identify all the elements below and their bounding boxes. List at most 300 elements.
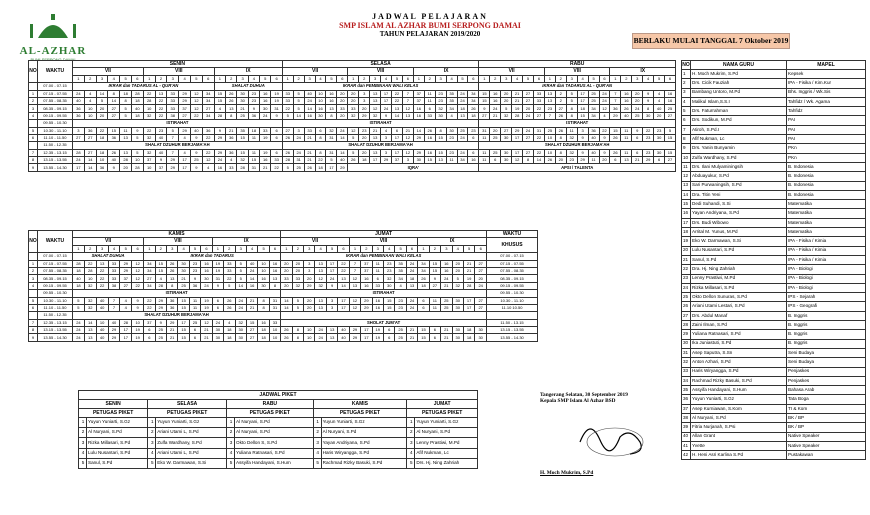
- special-time: 11.50 - 13.15: [487, 319, 538, 326]
- teacher-code: 18: [96, 134, 108, 141]
- teacher-code: 13: [155, 90, 167, 97]
- teacher-name: Rizka Millasari, S.Pd: [691, 283, 787, 292]
- teacher-code: 16: [201, 267, 212, 274]
- teacher-code: 4: [155, 275, 166, 282]
- teacher-subject: B. Indonesia: [787, 162, 866, 171]
- section-number: 3: [96, 75, 108, 82]
- teacher-code: 20: [359, 105, 370, 112]
- teacher-code: 32: [84, 297, 96, 304]
- teacher-code: 23: [544, 105, 555, 112]
- teacher-code: 6: [468, 149, 479, 156]
- teacher-code: 15: [479, 90, 490, 97]
- teacher-code: 3: [73, 127, 85, 134]
- teacher-no: 4: [682, 97, 691, 106]
- period-no: [29, 290, 38, 297]
- teacher-code: 34: [144, 260, 155, 267]
- teacher-code: 34: [457, 157, 468, 164]
- teacher-subject: PAI: [787, 135, 866, 144]
- teacher-code: 20: [337, 97, 348, 104]
- teacher-code: 40: [155, 149, 167, 156]
- duty-subheader: PETUGAS PIKET: [407, 409, 478, 418]
- teacher-code: 28: [131, 90, 143, 97]
- teacher-code: 16: [315, 105, 326, 112]
- period-no: 2: [29, 97, 38, 104]
- teacher-code: 12: [190, 90, 202, 97]
- teacher-code: 35: [395, 267, 406, 274]
- teacher-code: 15: [418, 334, 429, 341]
- teacher-no: 16: [682, 209, 691, 218]
- teacher-code: 40: [588, 134, 599, 141]
- teacher-code: 33: [281, 275, 292, 282]
- period-time: 08.35 - 09.15: [38, 275, 73, 282]
- teacher-row: [682, 432, 866, 441]
- teacher-code: 24: [599, 97, 610, 104]
- section-number: 1: [73, 75, 85, 82]
- teacher-code: 27: [533, 112, 544, 119]
- teacher-code: 8: [643, 105, 654, 112]
- teacher-code: 19: [201, 304, 212, 311]
- teacher-code: 22: [143, 127, 155, 134]
- teacher-code: 20: [292, 260, 303, 267]
- duty-officer: Yuyun Yuniarti, S.Gz: [415, 418, 478, 428]
- teacher-code: 36: [96, 164, 108, 171]
- teacher-code: 30: [475, 327, 487, 334]
- duty-no: 3: [227, 438, 235, 448]
- teacher-name: Drs. Budi Wibowo: [691, 218, 787, 227]
- section-number: 6: [202, 75, 214, 82]
- teacher-code: 21: [178, 275, 189, 282]
- teacher-code: 5: [120, 112, 132, 119]
- teacher-code: 19: [372, 334, 383, 341]
- teacher-code: 5: [665, 127, 676, 134]
- teacher-row: [682, 79, 866, 88]
- handwritten-signature-icon: [560, 412, 660, 467]
- teacher-code: 10: [315, 90, 326, 97]
- teacher-row: [682, 181, 866, 190]
- teacher-code: 40: [73, 97, 85, 104]
- section-number: 5: [189, 245, 200, 252]
- teacher-code: 3: [577, 127, 588, 134]
- school-logo: [18, 10, 88, 62]
- teacher-code: 10: [84, 112, 96, 119]
- teacher-code: 8: [523, 157, 534, 164]
- teacher-code: 5: [293, 97, 304, 104]
- teacher-code: 32: [452, 282, 463, 289]
- special-time: [487, 312, 538, 319]
- section-number: 6: [338, 245, 349, 252]
- teacher-no: 13: [682, 181, 691, 190]
- teacher-code: 26: [424, 127, 435, 134]
- teacher-name: Lulu Nusantari, S.Pd: [691, 246, 787, 255]
- teacher-code: 27: [84, 149, 96, 156]
- teacher-code: 8: [292, 327, 303, 334]
- teacher-code: 12: [402, 105, 413, 112]
- teacher-code: 16: [468, 157, 479, 164]
- teacher-code: 35: [446, 90, 457, 97]
- period-time: 09.15 - 09.55: [38, 112, 73, 119]
- teacher-code: 21: [201, 334, 212, 341]
- teacher-name: Yuyun Yuniarti, S.Gz: [691, 395, 787, 404]
- class-header: VII: [282, 68, 348, 75]
- duty-no: 3: [148, 438, 156, 448]
- special-time: 09.55 - 10.30: [487, 290, 538, 297]
- section-number: 1: [479, 75, 490, 82]
- teacher-code: 33: [226, 164, 237, 171]
- teacher-subject: Matematika: [787, 218, 866, 227]
- teacher-no: 15: [682, 200, 691, 209]
- teacher-subject: B. Indonesia: [787, 190, 866, 199]
- teacher-code: 26: [621, 105, 632, 112]
- teacher-code: 10: [96, 319, 108, 326]
- teacher-code: 4: [226, 157, 237, 164]
- teacher-code: 10: [131, 157, 143, 164]
- teacher-no: 9: [682, 144, 691, 153]
- teacher-code: 3: [381, 149, 392, 156]
- teacher-code: 20: [281, 282, 292, 289]
- section-number: 6: [475, 245, 487, 252]
- teacher-code: 40: [338, 327, 349, 334]
- teacher-code: 14: [533, 157, 544, 164]
- teacher-code: 34: [144, 282, 155, 289]
- section-number: 2: [621, 75, 632, 82]
- special-time: 08.35 - 09.15: [487, 275, 538, 282]
- teacher-code: 17: [381, 90, 392, 97]
- duty-no: 2: [227, 428, 235, 438]
- teacher-code: 16: [665, 97, 676, 104]
- duty-officer: Haris Wiryangga, S.Pd: [321, 448, 407, 458]
- teacher-code: 29: [120, 267, 132, 274]
- teacher-code: 17: [338, 297, 349, 304]
- teacher-code: 29: [179, 90, 191, 97]
- teacher-row: [682, 283, 866, 292]
- section-number: 3: [235, 245, 246, 252]
- teacher-code: 33: [304, 127, 315, 134]
- teacher-code: 5: [293, 105, 304, 112]
- teacher-no: 40: [682, 432, 691, 441]
- special-slot: IKRAR dan PEMBINAAN WALI KELAS: [282, 83, 479, 90]
- teacher-code: 14: [281, 304, 292, 311]
- teacher-code: 40: [155, 134, 167, 141]
- section-number: 3: [441, 245, 452, 252]
- teacher-code: 13: [621, 157, 632, 164]
- special-slot: SHALAT DUHUA: [214, 83, 282, 90]
- teacher-code: 24: [201, 282, 212, 289]
- teacher-code: 28: [463, 282, 474, 289]
- teacher-code: 29: [108, 334, 120, 341]
- teacher-code: 16: [441, 267, 452, 274]
- teacher-code: 23: [395, 304, 406, 311]
- teacher-code: 30: [452, 334, 463, 341]
- teacher-code: 33: [533, 90, 544, 97]
- teacher-code: 16: [304, 112, 315, 119]
- section-number: 2: [293, 75, 304, 82]
- teacher-row: [682, 265, 866, 274]
- day-header: JUMAT: [281, 231, 487, 238]
- teacher-code: 18: [120, 90, 132, 97]
- duty-no: 1: [227, 418, 235, 428]
- teacher-code: 16: [490, 97, 501, 104]
- teacher-no: 7: [682, 125, 691, 134]
- section-number: 6: [402, 75, 413, 82]
- teacher-code: 37: [361, 260, 372, 267]
- teacher-code: 35: [237, 127, 248, 134]
- teacher-code: 5: [566, 97, 577, 104]
- teacher-code: 6: [654, 157, 665, 164]
- teacher-code: 29: [179, 127, 191, 134]
- teacher-code: 16: [326, 97, 337, 104]
- teacher-code: 4: [381, 127, 392, 134]
- teacher-code: 36: [84, 127, 96, 134]
- section-number: 2: [84, 245, 96, 252]
- teacher-code: 21: [201, 327, 212, 334]
- duty-officer: Assyifa Handayani, S.Hum: [235, 458, 314, 468]
- teacher-code: 29: [577, 157, 588, 164]
- teacher-code: 23: [446, 134, 457, 141]
- teacher-code: 14: [235, 282, 246, 289]
- teacher-code: 6: [383, 327, 394, 334]
- teacher-code: 11: [588, 157, 599, 164]
- teacher-code: 14: [84, 157, 96, 164]
- teacher-code: 13: [96, 260, 108, 267]
- teacher-code: 34: [395, 275, 406, 282]
- teacher-code: 33: [348, 105, 359, 112]
- teacher-code: 14: [293, 112, 304, 119]
- class-header: IX: [212, 238, 281, 245]
- teacher-code: 40: [621, 112, 632, 119]
- teacher-row: [682, 413, 866, 422]
- teacher-code: 9: [326, 282, 337, 289]
- teacher-code: 33: [167, 90, 179, 97]
- period-time: 07.15 - 07.55: [38, 260, 73, 267]
- teacher-code: 9: [190, 134, 202, 141]
- teacher-code: 16: [260, 157, 271, 164]
- teacher-code: 20: [281, 260, 292, 267]
- teacher-subject: Matematika: [787, 228, 866, 237]
- teacher-code: 15: [479, 97, 490, 104]
- teacher-name: Assyifa Handayani, S.Hum: [691, 386, 787, 395]
- teacher-code: 23: [435, 97, 446, 104]
- teacher-code: 10: [84, 105, 96, 112]
- special-slot: IKRAR dan TADARUS AL - QUR'AN: [73, 83, 215, 90]
- teacher-code: 9: [643, 97, 654, 104]
- teacher-code: 9: [212, 282, 223, 289]
- teacher-code: 30: [212, 327, 223, 334]
- period-no: [29, 142, 38, 149]
- teacher-code: 36: [73, 112, 85, 119]
- teacher-name: Atiroh, S.Pd.I: [691, 125, 787, 134]
- section-number: 1: [281, 245, 292, 252]
- teacher-row: [682, 116, 866, 125]
- section-number: 3: [566, 75, 577, 82]
- teacher-code: 30: [212, 334, 223, 341]
- section-number: 1: [544, 75, 555, 82]
- teacher-code: 19: [132, 327, 144, 334]
- teacher-name: Bambang Untoro, M.Pd: [691, 88, 787, 97]
- teacher-code: 22: [338, 260, 349, 267]
- teacher-code: 4: [654, 90, 665, 97]
- section-number: 3: [370, 75, 381, 82]
- waktu-header: WAKTU: [38, 61, 73, 83]
- teacher-subject: Tata Boga: [787, 395, 866, 404]
- teacher-code: 21: [406, 334, 417, 341]
- teacher-code: 27: [523, 97, 534, 104]
- teacher-code: 17: [326, 260, 337, 267]
- teacher-code: 13: [370, 97, 381, 104]
- duty-no: 2: [407, 428, 415, 438]
- academic-year: TAHUN PELAJARAN 2019/2020: [379, 30, 481, 38]
- section-number: 3: [166, 245, 177, 252]
- teacher-code: 22: [338, 267, 349, 274]
- teacher-code: 20: [501, 90, 512, 97]
- teacher-code: 25: [457, 127, 468, 134]
- teacher-code: 8: [435, 127, 446, 134]
- period-no: 4: [29, 282, 38, 289]
- teacher-code: 6: [429, 327, 440, 334]
- period-no: 5: [29, 297, 38, 304]
- teacher-code: 36: [166, 297, 177, 304]
- teacher-code: 5: [235, 275, 246, 282]
- teacher-code: 22: [143, 90, 155, 97]
- teacher-code: 31: [479, 127, 490, 134]
- teacher-code: 11: [446, 157, 457, 164]
- section-number: 3: [632, 75, 643, 82]
- period-no: 7: [29, 319, 38, 326]
- teacher-code: 9: [190, 164, 202, 171]
- period-time: 07.00 - 07.15: [38, 253, 73, 260]
- teacher-code: 25: [190, 157, 202, 164]
- teacher-code: 6: [468, 134, 479, 141]
- duty-row: [79, 448, 478, 458]
- teacher-code: 21: [304, 134, 315, 141]
- teacher-code: 21: [490, 112, 501, 119]
- period-time: 11.50 - 12.35: [38, 142, 73, 149]
- teacher-row: [682, 302, 866, 311]
- teacher-row: [682, 311, 866, 320]
- period-time: 09.55 - 10.30: [38, 290, 73, 297]
- teacher-code: 12: [370, 105, 381, 112]
- section-number: 2: [84, 75, 96, 82]
- teacher-code: 38: [167, 112, 179, 119]
- teacher-code: 16: [326, 90, 337, 97]
- teacher-code: 12: [348, 127, 359, 134]
- teacher-name: Rachmad Rizky Basuki, S.Pd: [691, 376, 787, 385]
- teacher-code: 20: [96, 112, 108, 119]
- teacher-code: 23: [435, 90, 446, 97]
- teacher-code: 27: [501, 127, 512, 134]
- teacher-code: 26: [468, 105, 479, 112]
- section-number: 4: [446, 75, 457, 82]
- teacher-code: 19: [372, 327, 383, 334]
- duty-officer: Okto Dellon S, S.Pd: [235, 438, 314, 448]
- teacher-code: 16: [413, 105, 424, 112]
- teacher-code: 6: [610, 157, 621, 164]
- section-number: 1: [413, 75, 424, 82]
- teacher-no: 32: [682, 358, 691, 367]
- teacher-no: 42: [682, 451, 691, 460]
- teacher-code: 16: [361, 282, 372, 289]
- teacher-code: 26: [555, 112, 566, 119]
- teacher-code: 11: [189, 304, 200, 311]
- class-header: VII: [479, 68, 545, 75]
- teacher-name: Fitria Nurjanah, S.Psi: [691, 423, 787, 432]
- teacher-code: 25: [490, 134, 501, 141]
- teacher-code: 35: [395, 260, 406, 267]
- teacher-code: 6: [189, 334, 200, 341]
- period-time: 07.15 - 07.55: [38, 90, 73, 97]
- teacher-subject: IPA - Biologi: [787, 265, 866, 274]
- teacher-code: 29: [413, 134, 424, 141]
- teacher-code: 32: [237, 157, 248, 164]
- teacher-code: 30: [178, 267, 189, 274]
- teacher-code: 8: [555, 149, 566, 156]
- section-number: 2: [292, 245, 303, 252]
- teacher-subject: B. Inggris: [787, 330, 866, 339]
- section-number: 6: [599, 75, 610, 82]
- section-number: 1: [212, 245, 223, 252]
- duty-no: 5: [227, 458, 235, 468]
- teacher-code: 28: [84, 267, 96, 274]
- teacher-code: 13: [226, 105, 237, 112]
- teacher-code: 8: [258, 297, 269, 304]
- teacher-code: 12: [599, 105, 610, 112]
- teacher-code: 24: [457, 97, 468, 104]
- teacher-code: 7: [544, 112, 555, 119]
- teacher-code: 33: [260, 127, 271, 134]
- teacher-no: 31: [682, 348, 691, 357]
- special-time: 11.10 10.50: [487, 304, 538, 311]
- teacher-code: 19: [271, 90, 282, 97]
- teacher-code: 6: [189, 327, 200, 334]
- section-number: 6: [468, 75, 479, 82]
- teacher-code: 5: [131, 134, 143, 141]
- teacher-row: [682, 274, 866, 283]
- teacher-code: 11: [189, 297, 200, 304]
- teacher-code: 21: [246, 304, 257, 311]
- teacher-code: 16: [441, 260, 452, 267]
- teacher-code: 25: [490, 149, 501, 156]
- teacher-code: 30: [237, 90, 248, 97]
- teacher-code: 9: [155, 319, 166, 326]
- teacher-code: 36: [226, 134, 237, 141]
- teacher-code: 32: [315, 282, 326, 289]
- duty-no: 1: [407, 418, 415, 428]
- special-slot: ISTIRAHAT: [73, 290, 281, 297]
- teacher-code: 16: [260, 97, 271, 104]
- teacher-code: 24: [315, 327, 326, 334]
- period-no: [29, 253, 38, 260]
- period-time: 12.35 - 13.15: [38, 149, 73, 156]
- teacher-subject: Native Speaker: [787, 441, 866, 450]
- teacher-code: 29: [214, 134, 225, 141]
- teacher-code: 9: [429, 275, 440, 282]
- special-slot: ISTIRAHAT: [281, 290, 487, 297]
- section-number: 1: [348, 75, 359, 82]
- teacher-code: 36: [189, 282, 200, 289]
- duty-row: [79, 418, 478, 428]
- special-time: 07.00 - 07.15: [487, 253, 538, 260]
- teacher-code: 30: [237, 97, 248, 104]
- teacher-code: 21: [632, 157, 643, 164]
- teacher-row: [682, 218, 866, 227]
- teacher-code: 28: [120, 319, 132, 326]
- teacher-code: 11: [566, 127, 577, 134]
- teacher-row: [682, 404, 866, 413]
- teacher-code: 23: [468, 127, 479, 134]
- teacher-code: 18: [463, 327, 474, 334]
- duty-officer: Lenny Prastiwi, M.Pd: [415, 438, 478, 448]
- teacher-code: 36: [610, 105, 621, 112]
- teacher-code: 9: [599, 149, 610, 156]
